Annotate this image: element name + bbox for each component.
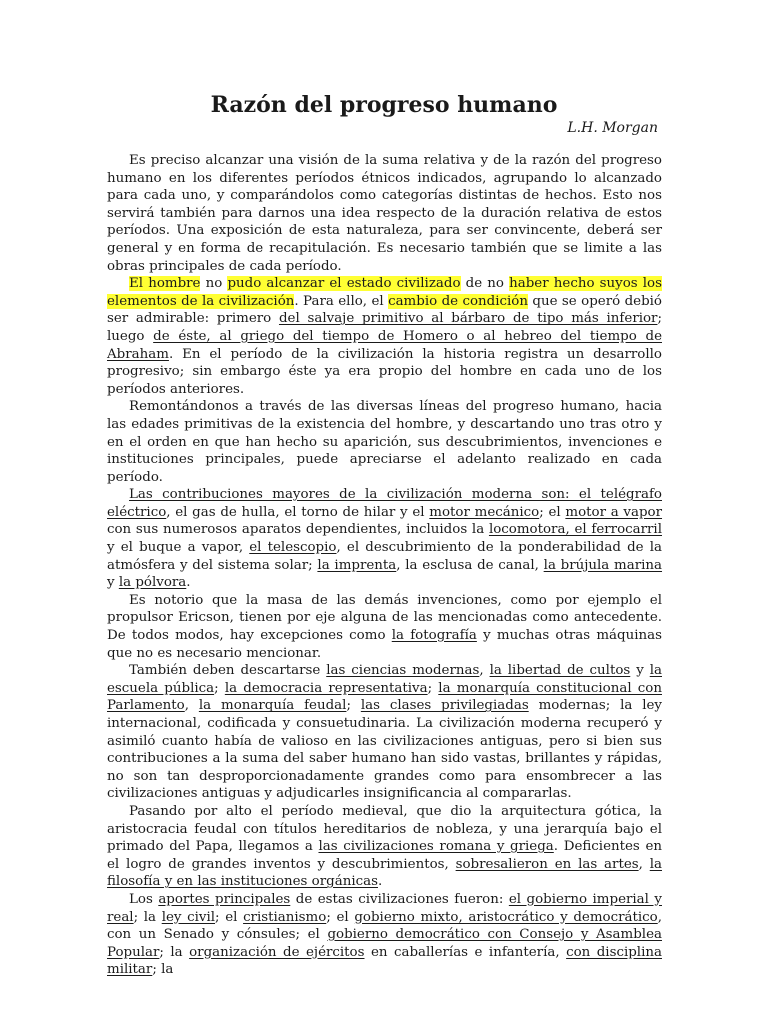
text-run: y muchas otras máquinas que no es necesario mencionar. (107, 628, 662, 661)
text-run: Pasando por alto el período medieval, que dio la arquitectura gótica, la aristocracia feudal con títulos hereditarios de nobleza, y una jerarquía bajo el primado del Papa, llegamos a (107, 803, 662, 855)
text-run: ; la (159, 944, 190, 960)
underlined-text: del salvaje primitivo al bárbaro de tipo más inferior (278, 311, 658, 327)
text-run: , con un Senado y cónsules; el (107, 909, 662, 943)
text-run: , (184, 698, 199, 714)
text-run: ; (346, 698, 361, 714)
text-run: con sus numerosos aparatos dependientes, incluidos la (107, 522, 489, 538)
text-run: y el buque a vapor, (107, 540, 250, 556)
highlighted-text: El hombre (129, 276, 201, 292)
text-run: Es notorio que la masa de las demás invenciones, como por ejemplo el propulsor Ericson, tienen por eje alguna de las mencionadas como antecedente. De todos modos, hay excepciones como (107, 592, 662, 644)
underlined-text: motor mecánico (429, 504, 540, 520)
text-run: en caballerías e infantería, (364, 944, 567, 960)
document-title: Razón del progreso humano (210, 92, 558, 118)
underlined-text: locomotora, el ferrocarril (488, 522, 662, 538)
text-run: Remontándonos a través de las diversas líneas del progreso humano, hacia las edades primitivas de la existencia del hombre, y descartando uno tras otro y en el orden en que han hecho su aparición, sus descubrimientos, invenciones e instituciones principales, puede apreciarse el adelanto realizado en cada período. (107, 399, 662, 485)
text-run: , (479, 663, 490, 679)
text-run: . Deficientes en el logro de grandes inventos y descubrimientos, (107, 839, 663, 872)
paragraph (107, 592, 662, 662)
text-run: . Para ello, el (294, 293, 389, 309)
underlined-text: gobierno mixto, aristocrático y democrático (354, 909, 658, 925)
underlined-text: con disciplina militar (107, 944, 662, 978)
underlined-text: gobierno democrático con Consejo y Asamblea Popular (107, 927, 662, 960)
text-run: ; luego (107, 311, 662, 344)
underlined-text: la libertad de cultos (489, 663, 631, 679)
paragraph (107, 152, 662, 275)
text-run: ; la (152, 962, 174, 978)
text-run: Los (129, 891, 159, 907)
paragraph (107, 662, 662, 803)
text-run: ; el (326, 909, 355, 925)
underlined-text: de éste, al griego del tiempo de Homero o al hebreo del tiempo de Abraham (107, 328, 662, 362)
text-run: . En el período de la civilización la historia registra un desarrollo progresivo; sin embargo éste ya era propio del hombre en cada uno de los períodos anteriores. (107, 346, 662, 397)
underlined-text: las ciencias modernas (326, 663, 480, 679)
paragraph (107, 486, 662, 592)
text-run: de estas civilizaciones fueron: (290, 891, 509, 907)
underlined-text: la imprenta (317, 557, 397, 573)
underlined-text: motor a vapor (565, 504, 663, 520)
underlined-text: cristianismo (243, 909, 327, 925)
paragraph (107, 891, 662, 979)
highlighted-text: haber hecho suyos los elementos de la civilización (107, 276, 662, 309)
paragraph (107, 398, 662, 486)
paragraph (107, 275, 662, 398)
underlined-text: aportes principales (158, 891, 291, 907)
underlined-text: la pólvora (118, 575, 187, 591)
underlined-text: la monarquía constitucional con Parlamento (107, 680, 662, 714)
underlined-text: la filosofía y en las instituciones orgánicas (107, 856, 662, 890)
underlined-text: las civilizaciones romana y griega (318, 839, 554, 855)
text-run: . (377, 874, 383, 890)
underlined-text: la democracia representativa (224, 680, 428, 696)
text-run: y (107, 575, 119, 591)
underlined-text: el gobierno imperial y real (107, 891, 662, 925)
text-run: de no (460, 276, 510, 292)
text-run: , el gas de hulla, el torno de hilar y el (166, 504, 430, 520)
text-run: . (186, 575, 191, 591)
document-author: L.H. Morgan (567, 120, 658, 136)
text-run: Es preciso alcanzar una visión de la suma relativa y de la razón del progreso humano en los diferentes períodos étnicos indicados, agrupando lo alcanzado para cada uno, y comparándolos como categorías distintas de hechos. Esto nos servirá también para darnos una idea respecto de la duración relativa de estos períodos. Una exposición de esta naturaleza, para ser convincente, deberá ser general y en forma de recapitulación. Es necesario también que se limite a las obras principales de cada período. (107, 153, 662, 274)
text-run: , (638, 856, 650, 872)
underlined-text: sobresalieron en las artes (455, 856, 639, 872)
underlined-text: la monarquía feudal (198, 698, 347, 714)
underlined-text: la brújula marina (543, 557, 663, 573)
paragraph (107, 803, 662, 891)
document-body (107, 152, 662, 979)
underlined-text: organización de ejércitos (189, 944, 365, 960)
underlined-text: ley civil (161, 909, 216, 925)
text-run: ; (427, 680, 439, 696)
text-run: , el descubrimiento de la ponderabilidad de la atmósfera y del sistema solar; (107, 540, 662, 573)
text-run: y (630, 663, 650, 679)
underlined-text: las clases privilegiadas (360, 698, 529, 714)
underlined-text: Las contribuciones mayores de la civilización moderna son: el telégrafo eléctrico (107, 487, 662, 520)
text-run: ; el (539, 504, 566, 520)
text-run: También deben descartarse (129, 663, 327, 679)
underlined-text: la escuela pública (107, 663, 662, 696)
highlighted-text: pudo alcanzar el estado civilizado (227, 276, 461, 292)
text-run: , la esclusa de canal, (396, 557, 544, 573)
text-run: ; (214, 680, 225, 696)
underlined-text: la fotografía (391, 628, 477, 644)
highlighted-text: cambio de condición (388, 293, 528, 309)
text-run: modernas; la ley internacional, codificada y consuetudinaria. La civilización moderna recuperó y asimiló cuanto había de valioso en las civilizaciones antiguas, pero si bien sus contribuciones a la suma del saber humano han sido vastas, brillantes y rápidas, no son tan desproporcionadamente grandes como para ensombrecer a las civilizaciones antiguas y adjudicarles insignificancia al compararlas. (107, 698, 662, 802)
text-run: ; la (133, 909, 162, 925)
text-run: no (200, 276, 228, 292)
underlined-text: el telescopio (249, 540, 337, 556)
text-run: ; el (215, 909, 244, 925)
text-run: que se operó debió ser admirable: primero (107, 293, 662, 327)
